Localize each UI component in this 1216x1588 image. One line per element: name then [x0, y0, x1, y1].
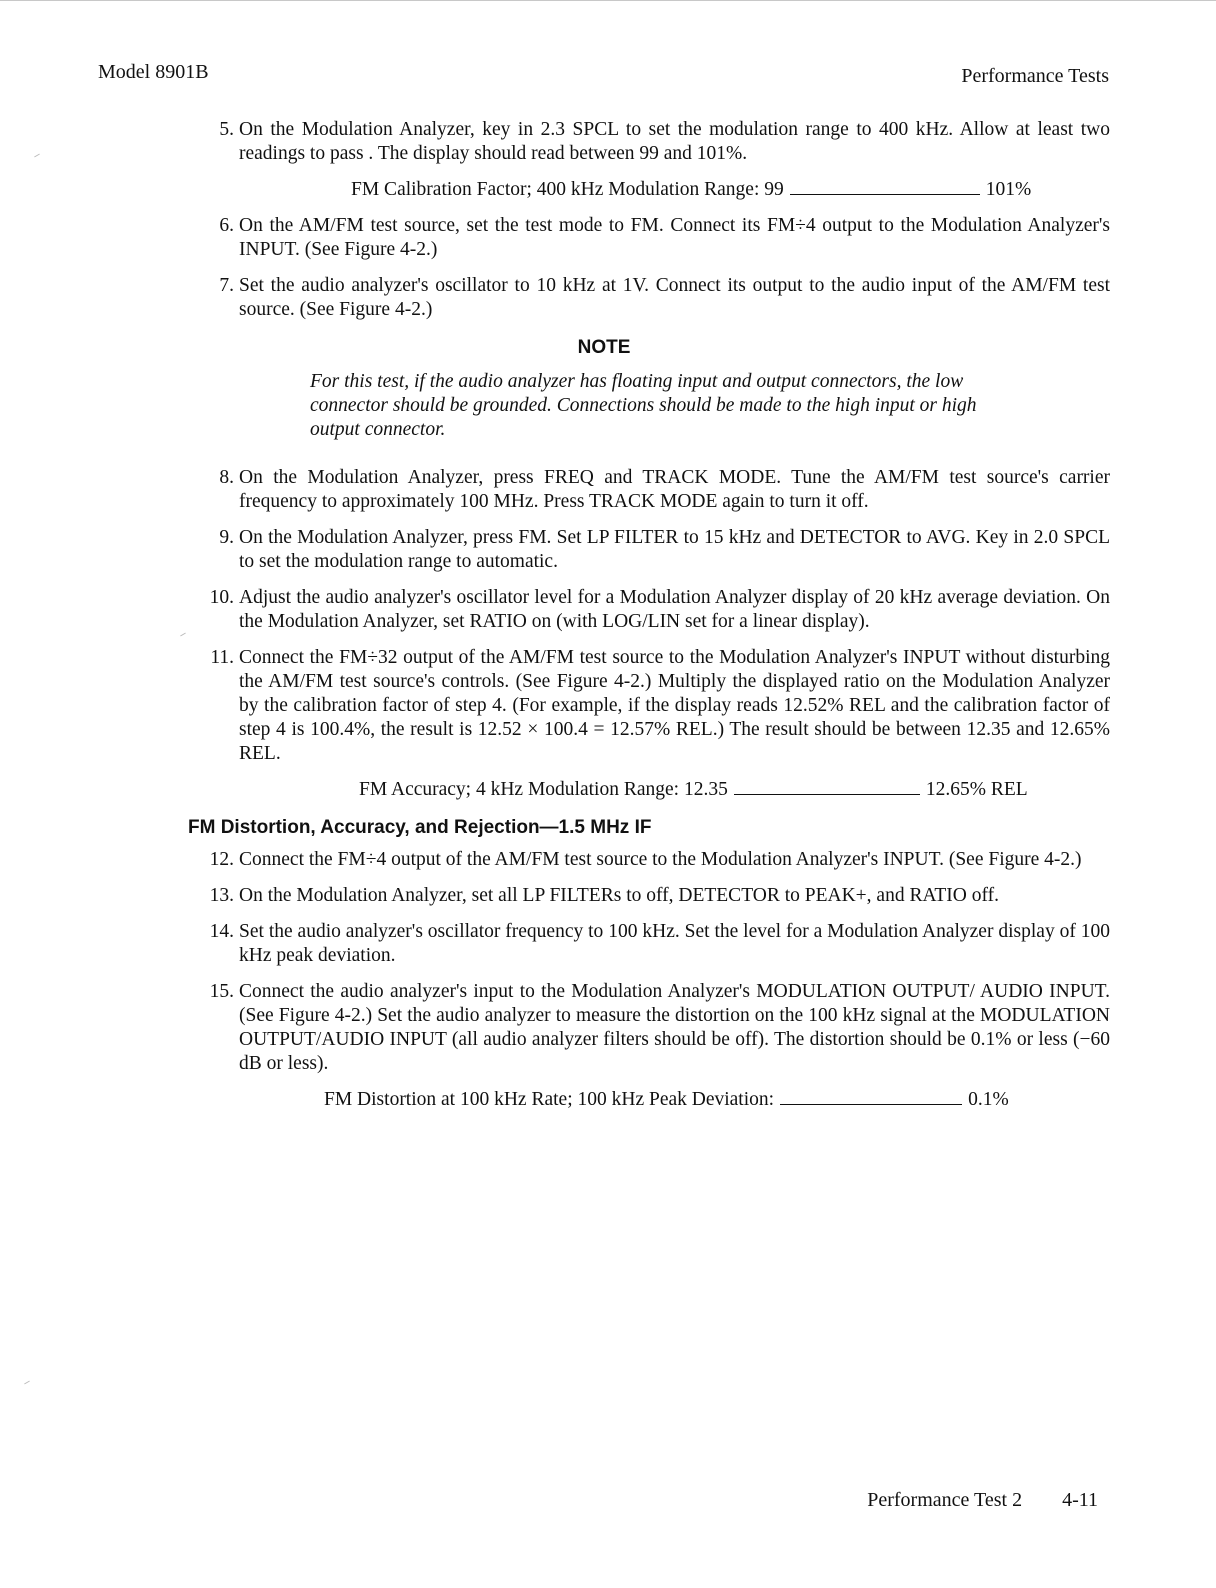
- procedure-step: [98, 920, 1110, 968]
- record-line-fm-distortion: [324, 1088, 1099, 1112]
- procedure-step: [98, 118, 1110, 166]
- step-text: Set the audio analyzer's oscillator to 10 kHz at 1V. Connect its output to the audio input of the AM/FM test source. (See Figure 4-2.): [239, 275, 1110, 320]
- note-text: For this test, if the audio analyzer has floating input and output connectors, the low connector should be grounded. Connections should be made to the high input or high output connector.: [310, 371, 977, 440]
- record-label: FM Accuracy; 4 kHz Modulation Range: 12.35: [359, 779, 728, 800]
- record-line-fm-cal-factor: [351, 178, 1099, 202]
- step-number: 12.: [209, 849, 234, 870]
- record-limit: 12.65% REL: [925, 779, 1028, 800]
- step-number: 14.: [209, 921, 234, 942]
- step-number: 5.: [219, 119, 234, 140]
- step-number: 9.: [219, 527, 234, 548]
- page-footer: [867, 1488, 1098, 1512]
- record-line-fm-accuracy: [359, 778, 1099, 802]
- scan-speck: [34, 154, 40, 158]
- step-text: On the Modulation Analyzer, set all LP FILTERs to off, DETECTOR to PEAK+, and RATIO off.: [239, 885, 1000, 906]
- step-text: On the Modulation Analyzer, key in 2.3 SPCL to set the modulation range to 400 kHz. Allow at least two readings to pass . The display should read between 99 and 101%.: [239, 119, 1110, 164]
- step-text: Connect the FM÷32 output of the AM/FM test source to the Modulation Analyzer's INPUT without disturbing the AM/FM test source's controls. (See Figure 4-2.) Multiply the displayed ratio on the Modulation Analyzer by the calibration factor of step 4. (For example, if the display reads 12.52% REL and the calibration factor of step 4 is 100.4%, the result is 12.52 × 100.4 = 12.57% REL.) The result should be between 12.35 and 12.65% REL.: [239, 647, 1110, 764]
- step-text: On the Modulation Analyzer, press FREQ and TRACK MODE. Tune the AM/FM test source's carrier frequency to approximately 100 MHz. Press TRACK MODE again to turn it off.: [239, 467, 1110, 512]
- footer-title: Performance Test 2: [867, 1489, 1023, 1511]
- procedure-step: [98, 980, 1110, 1076]
- section-heading: FM Distortion, Accuracy, and Rejection—1.5 MHz IF: [188, 817, 652, 838]
- step-text: Connect the audio analyzer's input to the Modulation Analyzer's MODULATION OUTPUT/ AUDIO INPUT. (See Figure 4-2.) Set the audio analyzer to measure the distortion on the 100 kHz signal at the MODULATION OUTPUT/AUDIO INPUT (all audio analyzer filters should be off). The distortion should be 0.1% or less (−60 dB or less).: [239, 981, 1110, 1074]
- record-blank[interactable]: [780, 1103, 962, 1105]
- record-limit: 101%: [985, 179, 1032, 200]
- page-content: [98, 118, 1110, 1124]
- step-text: On the AM/FM test source, set the test mode to FM. Connect its FM÷4 output to the Modulation Analyzer's INPUT. (See Figure 4-2.): [239, 215, 1110, 260]
- procedure-step: [98, 526, 1110, 574]
- header-model: Model 8901B: [98, 61, 209, 83]
- step-number: 7.: [219, 275, 234, 296]
- step-number: 15.: [209, 981, 234, 1002]
- record-blank[interactable]: [790, 193, 980, 195]
- page-number: 4-11: [1062, 1489, 1098, 1511]
- procedure-step: [98, 586, 1110, 634]
- record-blank[interactable]: [734, 793, 920, 795]
- step-number: 13.: [209, 885, 234, 906]
- procedure-step: [98, 214, 1110, 262]
- step-number: 8.: [219, 467, 234, 488]
- record-label: FM Calibration Factor; 400 kHz Modulation Range: 99: [351, 179, 784, 200]
- step-number: 11.: [210, 647, 234, 668]
- step-text: Set the audio analyzer's oscillator frequency to 100 kHz. Set the level for a Modulation Analyzer display of 100 kHz peak deviation.: [239, 921, 1110, 966]
- step-number: 10.: [209, 587, 234, 608]
- header-section: Performance Tests: [961, 65, 1109, 87]
- record-limit: 0.1%: [968, 1089, 1009, 1110]
- scan-speck: [24, 1381, 30, 1385]
- procedure-step: [98, 274, 1110, 322]
- step-number: 6.: [219, 215, 234, 236]
- procedure-step: [98, 466, 1110, 514]
- procedure-step: [98, 646, 1110, 766]
- procedure-step: [98, 848, 1110, 872]
- procedure-step: [98, 884, 1110, 908]
- step-text: Connect the FM÷4 output of the AM/FM test source to the Modulation Analyzer's INPUT. (See Figure 4-2.): [239, 849, 1082, 870]
- note-title: NOTE: [577, 337, 631, 358]
- step-text: On the Modulation Analyzer, press FM. Set LP FILTER to 15 kHz and DETECTOR to AVG. Key in 2.0 SPCL to set the modulation range to automatic.: [239, 527, 1110, 572]
- page-top-border: [0, 0, 1216, 1]
- step-text: Adjust the audio analyzer's oscillator level for a Modulation Analyzer display of 20 kHz average deviation. On the Modulation Analyzer, set RATIO on (with LOG/LIN set for a linear display).: [239, 587, 1110, 632]
- record-label: FM Distortion at 100 kHz Rate; 100 kHz Peak Deviation:: [324, 1089, 775, 1110]
